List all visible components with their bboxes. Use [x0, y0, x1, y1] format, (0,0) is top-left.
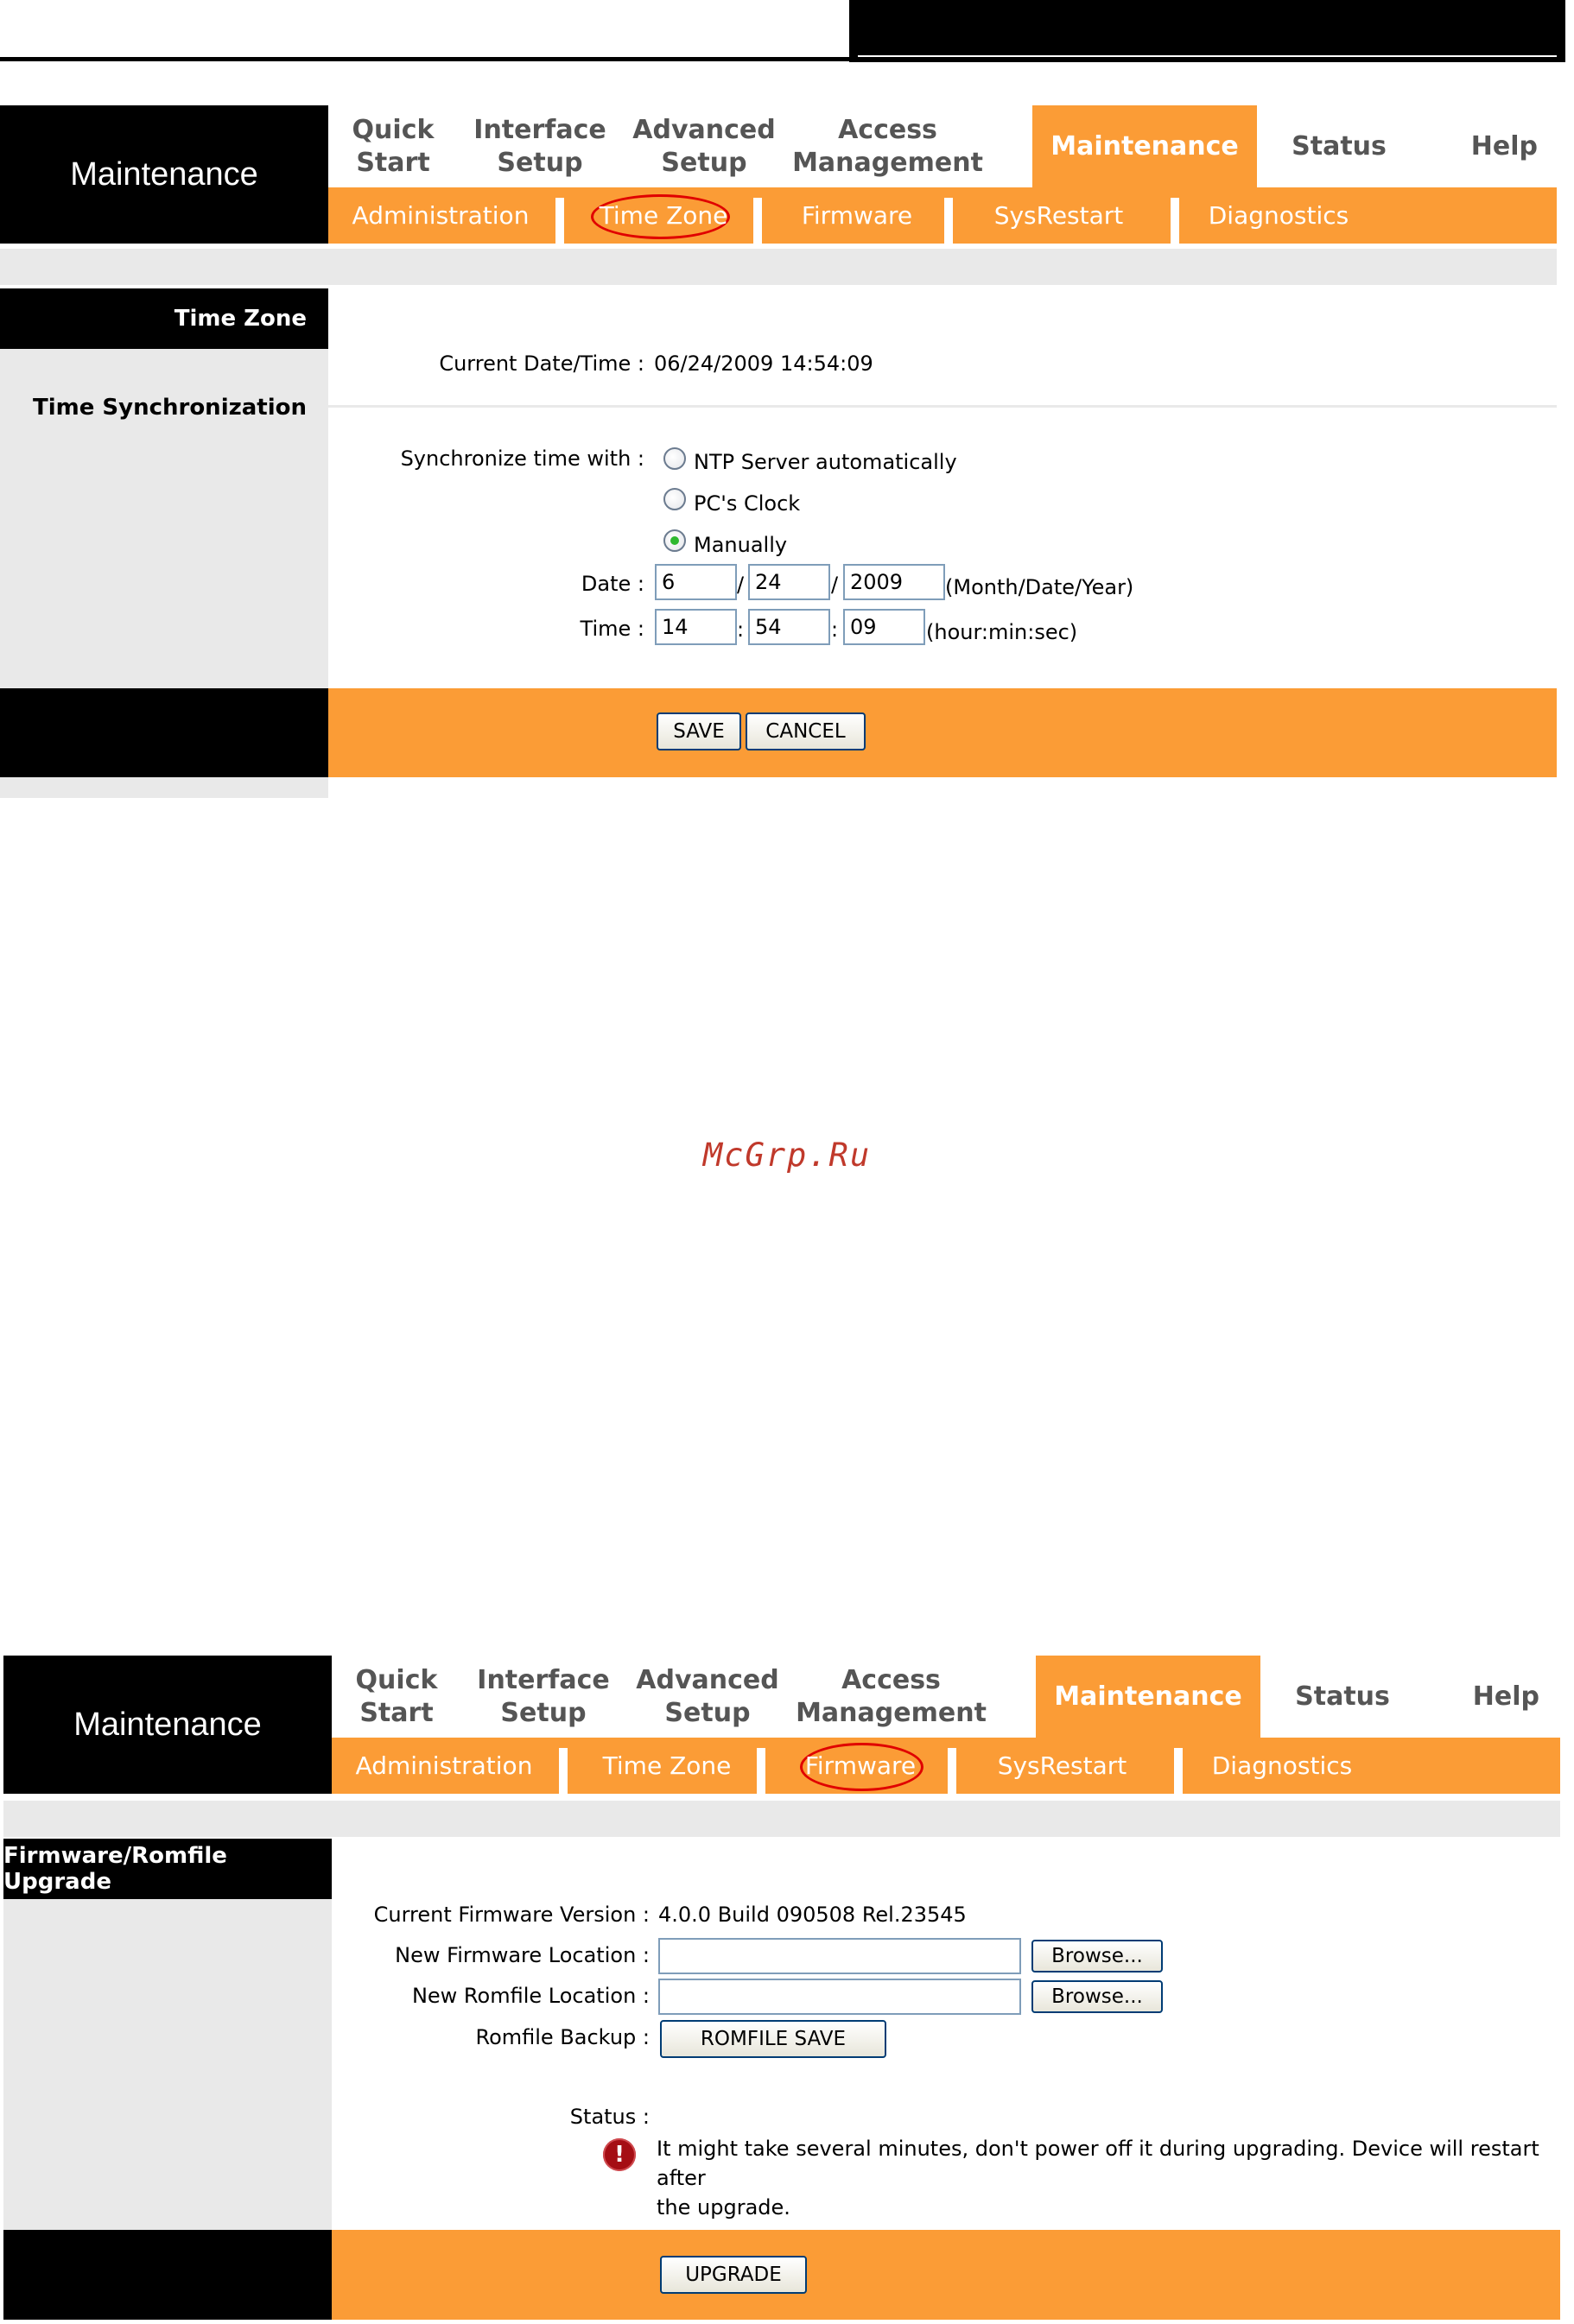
- firmware-panel: [3, 1656, 1560, 2324]
- watermark: McGrp.Ru: [702, 1137, 872, 1174]
- date-separator: /: [831, 573, 839, 597]
- date-label: Date :: [581, 572, 644, 596]
- new-romfile-label: New Romfile Location :: [411, 1984, 650, 2008]
- save-button[interactable]: SAVE: [657, 712, 741, 750]
- nav-access-management[interactable]: Access Management: [792, 114, 983, 178]
- spacer-band: [0, 249, 1557, 285]
- nav-status[interactable]: Status: [1295, 1681, 1390, 1712]
- subnav-diagnostics[interactable]: Diagnostics: [1208, 201, 1349, 230]
- nav-interface-setup[interactable]: Interface Setup: [473, 114, 606, 178]
- current-datetime-label: Current Date/Time :: [439, 351, 644, 376]
- page-header-bar: [849, 0, 1565, 62]
- subnav-firmware[interactable]: Firmware: [801, 201, 913, 230]
- subnav-time-zone[interactable]: Time Zone: [602, 1751, 732, 1780]
- sub-nav: [332, 1738, 1560, 1794]
- nav-maintenance[interactable]: Maintenance: [1036, 1656, 1260, 1738]
- nav-access-management[interactable]: Access Management: [796, 1664, 987, 1728]
- page-header-rule: [0, 57, 1565, 61]
- nav-help[interactable]: Help: [1472, 1681, 1539, 1712]
- cancel-button[interactable]: CANCEL: [746, 712, 866, 750]
- status-message: It might take several minutes, don't power off it during upgrading. Device will restart after the upgrade.: [657, 2137, 1539, 2220]
- romfile-save-button[interactable]: ROMFILE SAVE: [660, 2020, 886, 2058]
- firmware-version-value: 4.0.0 Build 090508 Rel.23545: [658, 1903, 967, 1927]
- nav-quick-start[interactable]: Quick Start: [355, 1664, 438, 1728]
- new-firmware-label: New Firmware Location :: [395, 1943, 650, 1967]
- date-format-hint: (Month/Date/Year): [945, 575, 1134, 599]
- divider: [328, 405, 1557, 408]
- nav-advanced-setup[interactable]: Advanced Setup: [632, 114, 776, 178]
- nav-maintenance[interactable]: Maintenance: [1032, 105, 1257, 187]
- radio-ntp[interactable]: [663, 447, 686, 470]
- radio-pc-clock-label: PC's Clock: [694, 491, 801, 516]
- new-firmware-input[interactable]: [658, 1938, 1021, 1974]
- nav-interface-setup[interactable]: Interface Setup: [477, 1664, 610, 1728]
- subnav-sysrestart[interactable]: SysRestart: [997, 1751, 1127, 1780]
- main-nav: [332, 1656, 1560, 1738]
- status-label: Status :: [569, 2105, 650, 2129]
- subnav-time-zone[interactable]: Time Zone: [564, 187, 763, 244]
- nav-status[interactable]: Status: [1292, 130, 1387, 161]
- time-sec-input[interactable]: [843, 609, 925, 645]
- time-min-input[interactable]: [748, 609, 830, 645]
- section-logo: Maintenance: [0, 105, 328, 244]
- sub-nav: [328, 187, 1557, 244]
- time-zone-panel: [0, 105, 1557, 777]
- radio-manually[interactable]: [663, 529, 686, 552]
- subnav-administration[interactable]: Administration: [355, 1751, 533, 1780]
- sync-label: Synchronize time with :: [400, 446, 644, 471]
- radio-pc-clock[interactable]: [663, 488, 686, 510]
- section-title: Time Zone: [0, 288, 328, 349]
- date-month-input[interactable]: [655, 564, 737, 600]
- current-datetime-value: 06/24/2009 14:54:09: [654, 351, 873, 376]
- subnav-administration[interactable]: Administration: [352, 201, 530, 230]
- section-logo: Maintenance: [3, 1656, 332, 1794]
- new-romfile-input[interactable]: [658, 1979, 1021, 2015]
- footer-left: [0, 688, 328, 777]
- footer-bar: [328, 688, 1557, 777]
- firmware-version-label: Current Firmware Version :: [373, 1903, 650, 1927]
- time-label: Time :: [580, 617, 644, 641]
- nav-quick-start[interactable]: Quick Start: [352, 114, 435, 178]
- time-format-hint: (hour:min:sec): [926, 620, 1078, 644]
- nav-advanced-setup[interactable]: Advanced Setup: [636, 1664, 779, 1728]
- left-column: [3, 1839, 332, 2270]
- date-day-input[interactable]: [748, 564, 830, 600]
- radio-manually-label: Manually: [694, 533, 788, 557]
- upgrade-button[interactable]: UPGRADE: [660, 2256, 807, 2294]
- subnav-diagnostics[interactable]: Diagnostics: [1211, 1751, 1353, 1780]
- time-hour-input[interactable]: [655, 609, 737, 645]
- footer-bar: [332, 2230, 1560, 2320]
- spacer-band: [3, 1801, 1560, 1837]
- date-separator: /: [737, 573, 745, 597]
- main-nav: [328, 105, 1557, 187]
- date-year-input[interactable]: [843, 564, 945, 600]
- time-separator: :: [831, 617, 839, 642]
- section-title: Firmware/Romfile Upgrade: [3, 1839, 332, 1899]
- browse-romfile-button[interactable]: Browse...: [1031, 1980, 1163, 2013]
- footer-left: [3, 2230, 332, 2320]
- browse-firmware-button[interactable]: Browse...: [1031, 1940, 1163, 1973]
- subnav-firmware[interactable]: Firmware: [765, 1738, 955, 1794]
- section-subtitle: Time Synchronization: [32, 395, 307, 421]
- subnav-sysrestart[interactable]: SysRestart: [993, 201, 1124, 230]
- time-separator: :: [737, 617, 745, 642]
- radio-ntp-label: NTP Server automatically: [694, 450, 957, 474]
- nav-help[interactable]: Help: [1470, 130, 1538, 161]
- warning-icon: !: [603, 2138, 636, 2171]
- romfile-backup-label: Romfile Backup :: [475, 2025, 650, 2049]
